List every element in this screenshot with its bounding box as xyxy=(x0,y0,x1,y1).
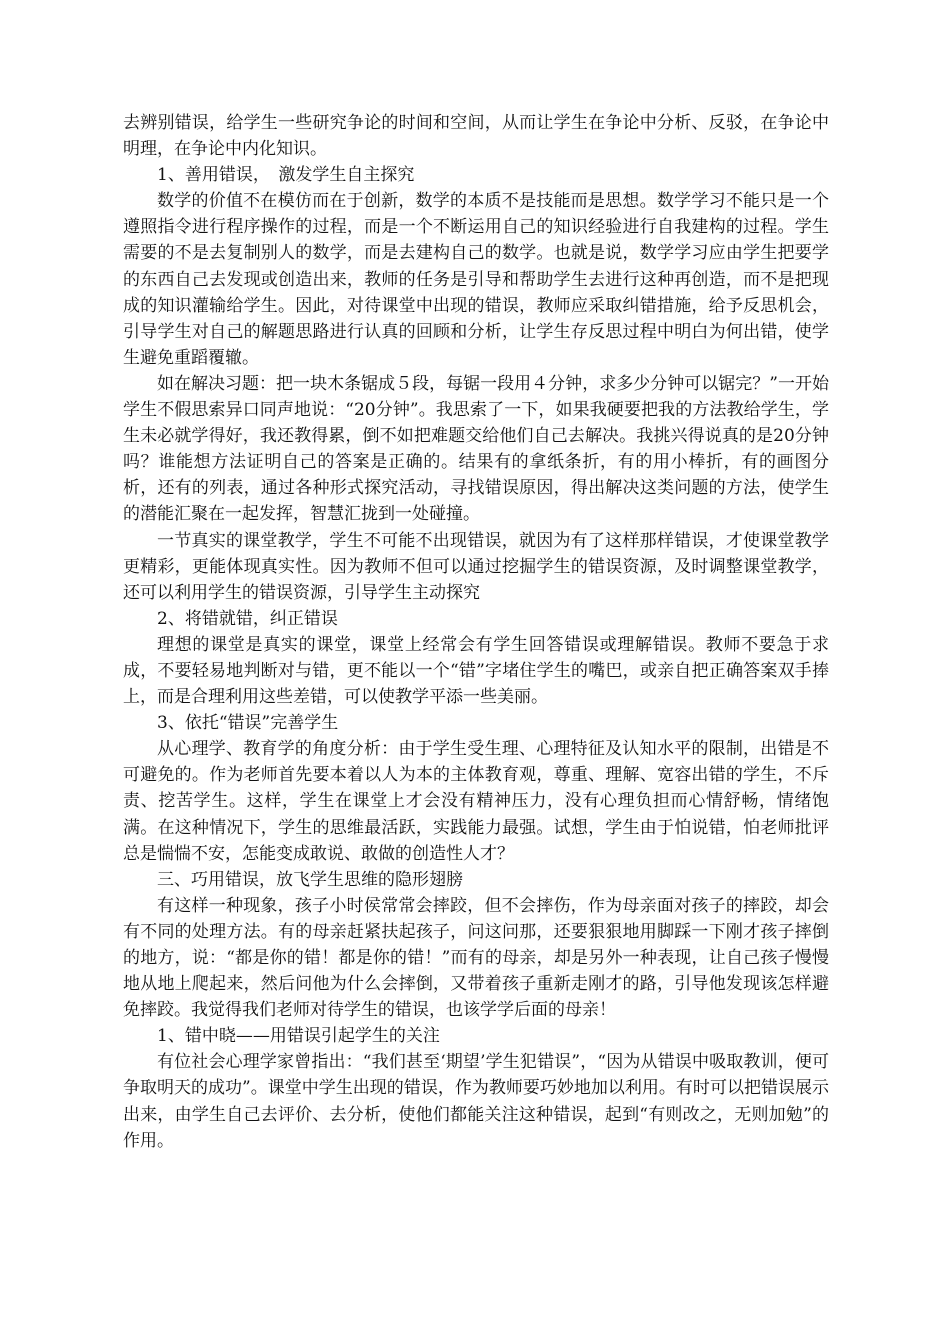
body-paragraph: 理想的课堂是真实的课堂，课堂上经常会有学生回答错误或理解错误。教师不要急于求成，不要轻易地判断对与错，更不能以一个“错”字堵住学生的嘴巴，或亲自把正确答案双手捧上，而是合理利用这些差错，可以使教学平添一些美丽。 xyxy=(123,634,829,708)
section-heading-3: 3、依托“错误”完善学生 xyxy=(157,713,339,734)
body-paragraph: 如在解决习题：把一块木条锯成５段，每锯一段用４分钟，求多少分钟可以锯完？”一开始学生不假思索异口同声地说：“20分钟”。我思索了一下，如果我硬要把我的方法教给学生，学生未必就学得好，我还教得累，倒不如把难题交给他们自己去解决。我挑兴得说真的是20分钟吗？谁能想方法证明自己的答案是正确的。结果有的拿纸条折，有的用小棒折，有的画图分析，还有的列表，通过各种形式探究活动，寻找错误原因，得出解决这类问题的方法，使学生的潜能汇聚在一起发挥，智慧汇拢到一处碰撞。 xyxy=(123,373,829,525)
continuation-paragraph: 去辨别错误，给学生一些研究争论的时间和空间，从而让学生在争论中分析、反驳，在争论中明理，在争论中内化知识。 xyxy=(123,113,829,160)
body-paragraph: 一节真实的课堂教学，学生不可能不出现错误，就因为有了这样那样错误，才使课堂教学更精彩，更能体现真实性。因为教师不但可以通过挖掘学生的错误资源，及时调整课堂教学，还可以利用学生的错误资源，引导学生主动探究 xyxy=(123,530,829,603)
body-paragraph: 数学的价值不在模仿而在于创新，数学的本质不是技能而是思想。数学学习不能只是一个遵照指令进行程序操作的过程，而是一个不断运用自己的知识经验进行自我建构的过程。学生需要的不是去复制别人的数学，而是去建构自己的数学。也就是说，数学学习应由学生把要学的东西自己去发现或创造出来，教师的任务是引导和帮助学生去进行这种再创造，而不是把现成的知识灌输给学生。因此，对待课堂中出现的错误，教师应采取纠错措施，给予反思机会，引导学生对自己的解题思路进行认真的回顾和分析，让学生存反思过程中明白为何出错，使学生避免重蹈覆辙。 xyxy=(123,191,829,368)
section-heading-1: 1、善用错误， 激发学生自主探究 xyxy=(157,165,415,186)
section-heading-1b: 1、错中晓——用错误引起学生的关注 xyxy=(157,1026,440,1047)
body-paragraph: 从心理学、教育学的角度分析：由于学生受生理、心理特征及认知水平的限制，出错是不可避免的。作为老师首先要本着以人为本的主体教育观，尊重、理解、宽容出错的学生，不斥责、挖苦学生。这样，学生在课堂上才会没有精神压力，没有心理负担而心情舒畅，情绪饱满。在这种情况下，学生的思维最活跃，实践能力最强。试想，学生由于怕说错，怕老师批评总是惴惴不安，怎能变成敢说、敢做的创造性人才？ xyxy=(123,739,829,864)
section-heading-2: 2、将错就错，纠正错误 xyxy=(157,608,338,629)
body-paragraph: 有位社会心理学家曾指出：“我们甚至‘期望’学生犯错误”，“因为从错误中吸取教训，便可争取明天的成功”。课堂中学生出现的错误，作为教师要巧妙地加以利用。有时可以把错误展示出来，由学生自己去评价、去分析，使他们都能关注这种错误，起到“有则改之，无则加勉”的作用。 xyxy=(123,1052,829,1151)
chapter-heading-3: 三、巧用错误，放飞学生思维的隐形翅膀 xyxy=(157,869,463,890)
body-paragraph: 有这样一种现象，孩子小时侯常常会摔跤，但不会摔伤，作为母亲面对孩子的摔跤，却会有不同的处理方法。有的母亲赶紧扶起孩子，问这问那，还要狠狠地用脚踩一下刚才孩子摔倒的地方，说：“都是你的错！都是你的错！”而有的母亲，却是另外一种表现，让自己孩子慢慢地从地上爬起来，然后问他为什么会摔倒，又带着孩子重新走刚才的路，引导他发现该怎样避免摔跤。我觉得我们老师对待学生的错误，也该学学后面的母亲！ xyxy=(123,895,829,1021)
document-page xyxy=(123,110,829,1154)
